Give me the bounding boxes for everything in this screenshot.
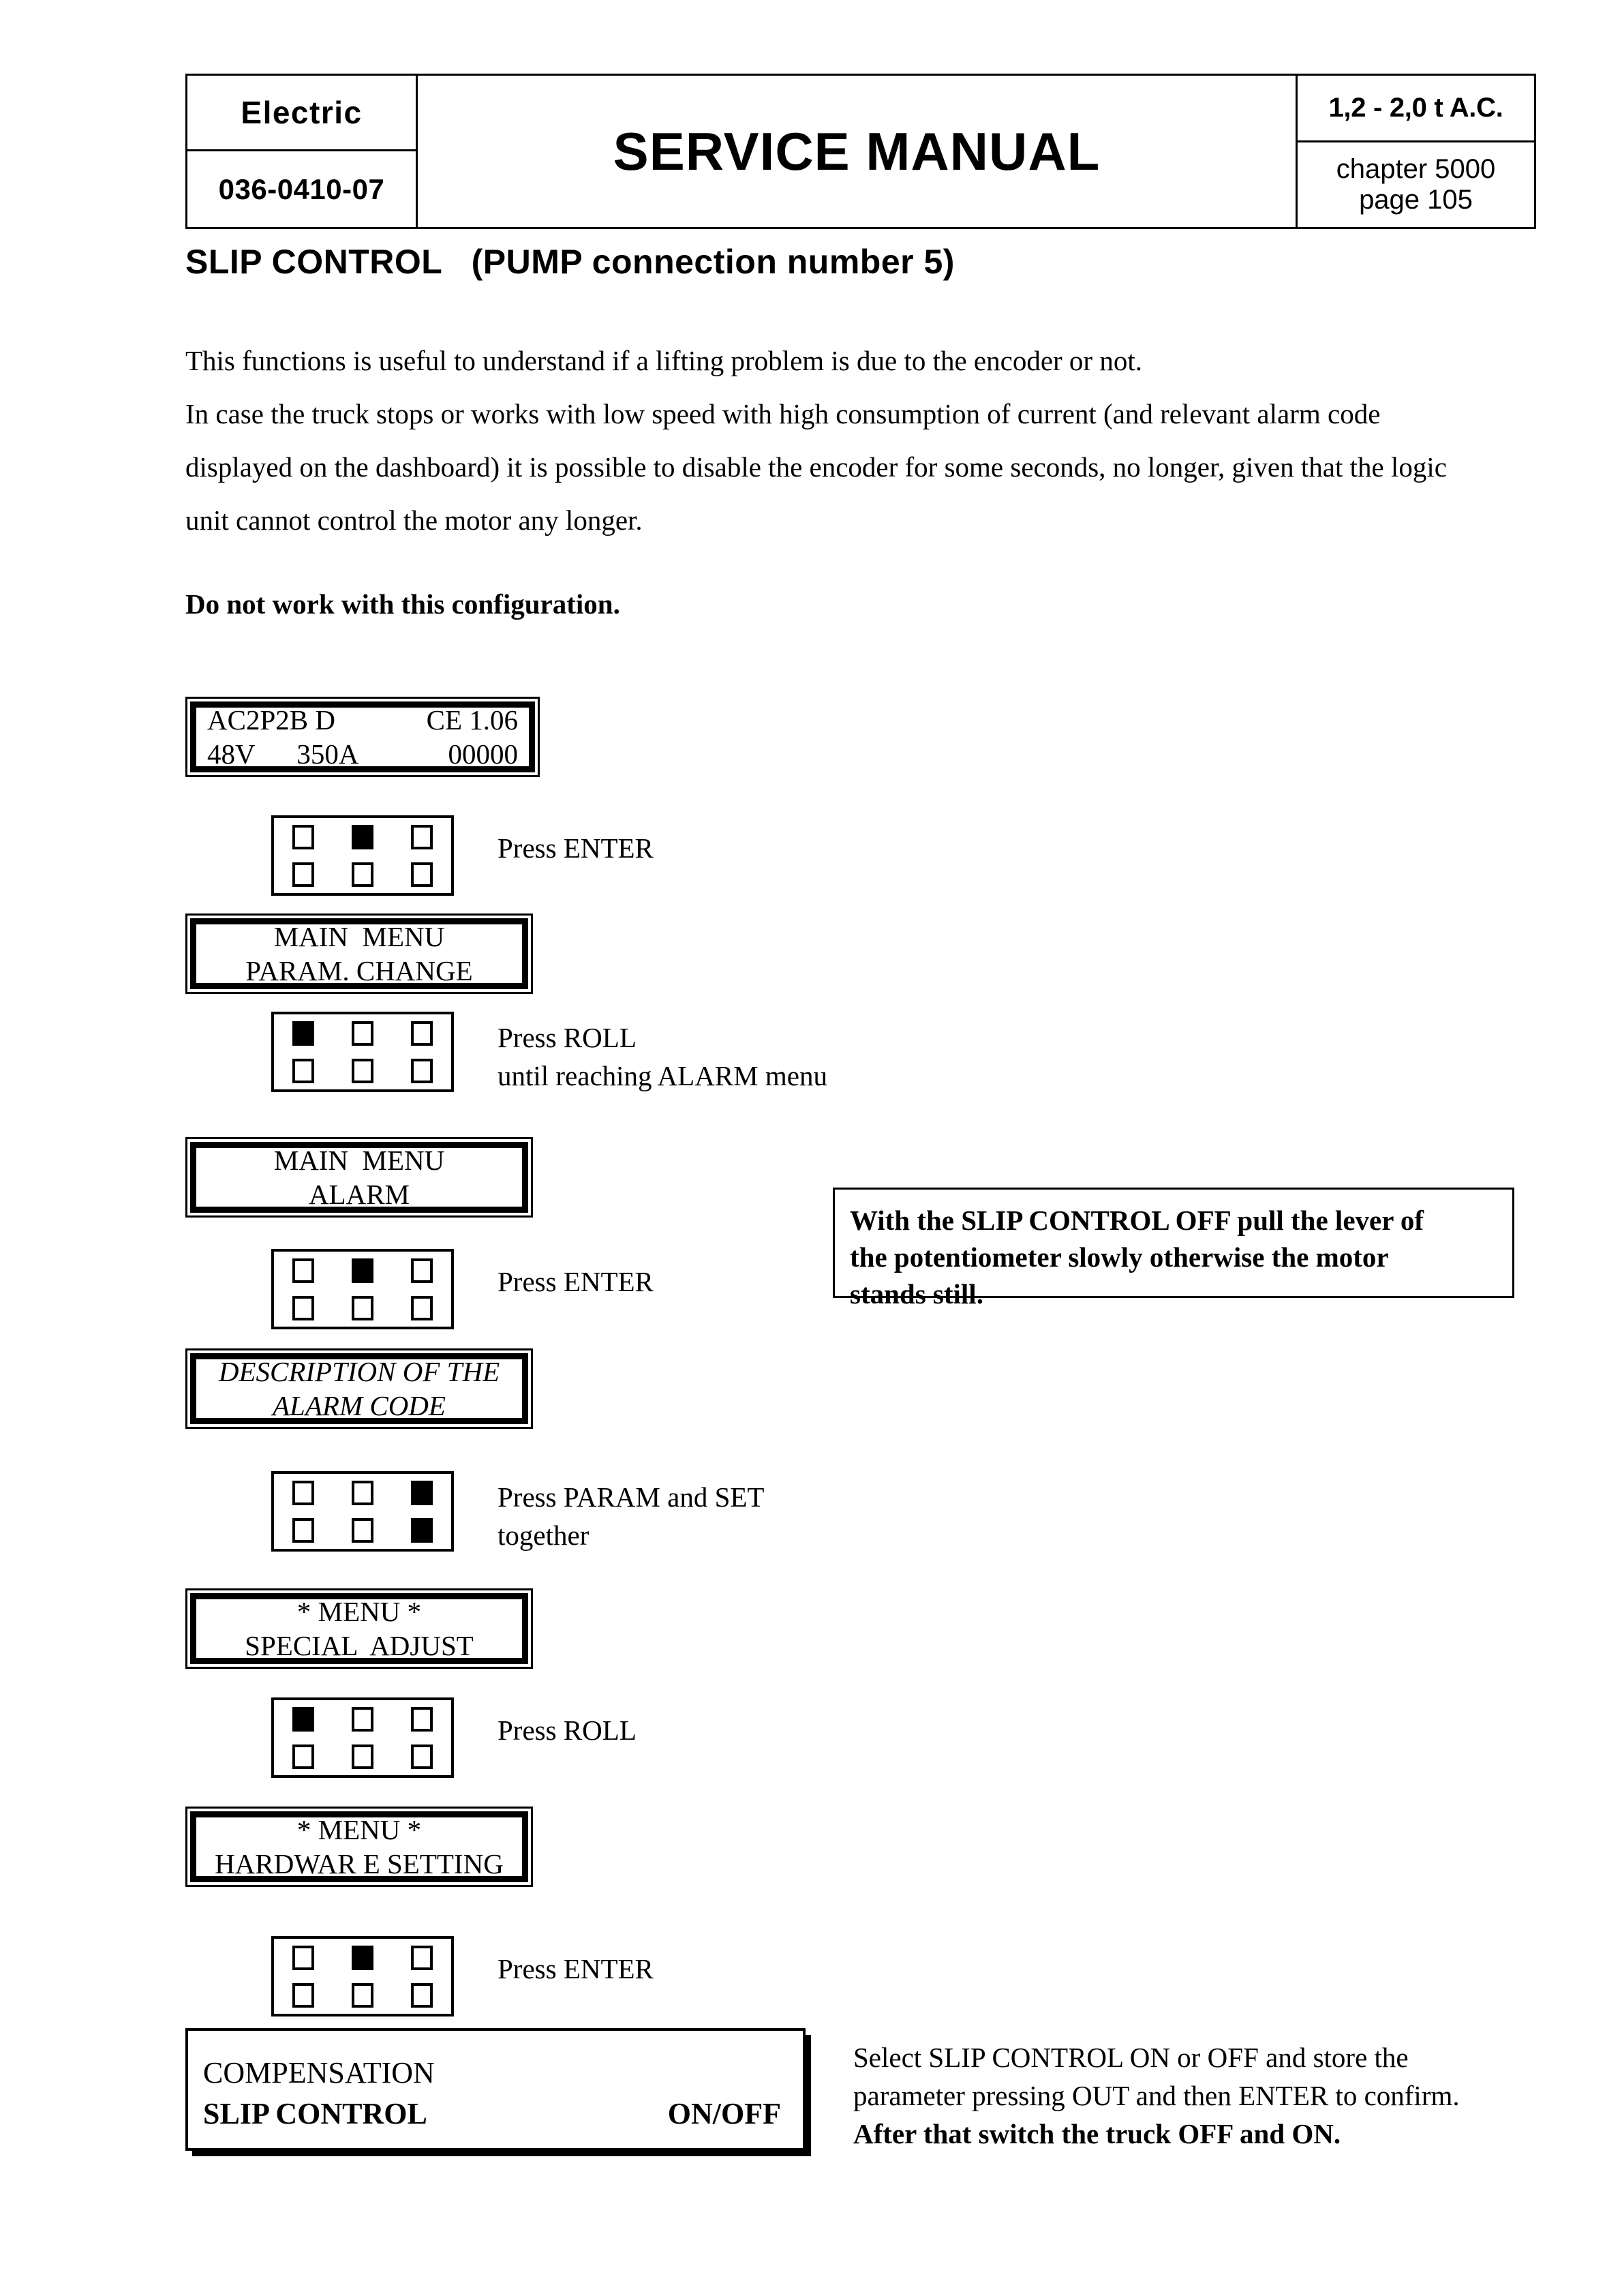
lcd-menu-special-adjust-screen [190, 1593, 528, 1664]
lcd-menu-special-adjust-line1: * MENU * [296, 1596, 422, 1627]
key-mode[interactable] [352, 1518, 373, 1543]
callout-line-2: the potentiometer slowly otherwise the motor [850, 1241, 1389, 1273]
key-set[interactable] [352, 1983, 373, 2008]
key-mode[interactable] [411, 862, 433, 887]
lcd-main-menu-param-line2: PARAM. CHANGE [245, 955, 473, 986]
capacity-cell [1298, 76, 1534, 142]
lcd-status-display [185, 697, 540, 777]
key-mode[interactable] [411, 1296, 433, 1320]
keypad-enter-3[interactable] [271, 1936, 454, 2016]
key-out[interactable] [292, 1983, 314, 2008]
key-param[interactable] [411, 825, 433, 849]
keypad-roll-1[interactable] [271, 1012, 454, 1092]
chapter-label: chapter 5000 [1336, 154, 1496, 185]
keypad-roll-2[interactable] [271, 1697, 454, 1778]
final-line-1: Select SLIP CONTROL ON or OFF and store the [853, 2042, 1409, 2073]
param-box-slip-control [185, 2028, 806, 2151]
key-mode[interactable] [411, 1983, 433, 2008]
lcd-menu-special-adjust-line2: SPECIAL ADJUST [245, 1630, 474, 1661]
hour-counter: 00000 [448, 738, 518, 770]
page-title: SLIP CONTROL (PUMP connection number 5) [185, 243, 955, 281]
intro-paragraphs [185, 334, 1548, 547]
doc-code-label: 036-0410-07 [218, 172, 385, 205]
keypad-enter-3-label [498, 1950, 654, 1988]
header-right-cell [1296, 76, 1534, 227]
lcd-menu-hardware-setting-line1: * MENU * [296, 1814, 422, 1845]
manual-title: SERVICE MANUAL [613, 121, 1101, 181]
final-line-2: parameter pressing OUT and then ENTER to confirm. [853, 2080, 1460, 2111]
keypad-param-set-label [498, 1478, 764, 1554]
lcd-menu-hardware-setting-line2: HARDWAR E SETTING [215, 1848, 504, 1879]
keypad-param-set[interactable] [271, 1471, 454, 1552]
lcd-main-menu-alarm-line1: MAIN MENU [273, 1145, 445, 1176]
callout-slip-control-off [833, 1188, 1514, 1310]
keypad-enter-1[interactable] [271, 815, 454, 896]
key-mode[interactable] [411, 1744, 433, 1769]
lcd-menu-hardware-setting-screen [190, 1811, 528, 1882]
lcd-alarm-code-line1: DESCRIPTION OF THE [218, 1356, 500, 1387]
key-roll[interactable] [292, 1258, 314, 1283]
page-header [185, 74, 1536, 229]
lcd-main-menu-alarm-line2: ALARM [308, 1179, 410, 1210]
key-set[interactable] [411, 1518, 433, 1543]
brand-cell [187, 76, 416, 151]
lcd-status-screen [190, 701, 535, 772]
keypad-param-set-label-line1: Press PARAM and SET [498, 1481, 765, 1513]
lcd-alarm-code [185, 1348, 533, 1429]
key-param[interactable] [411, 1258, 433, 1283]
keypad-enter-2-label [498, 1263, 654, 1301]
key-set[interactable] [352, 1296, 373, 1320]
doc-code-cell [187, 151, 416, 227]
keypad-enter-1-label-line1: Press ENTER [498, 832, 654, 864]
key-out[interactable] [292, 1518, 314, 1543]
lcd-status-row-2 [196, 737, 529, 771]
firmware-version: CE 1.06 [426, 704, 518, 736]
header-title-cell [418, 76, 1296, 227]
final-line-3: After that switch the truck OFF and ON. [853, 2118, 1341, 2149]
lcd-main-menu-param-screen [190, 918, 528, 989]
key-roll[interactable] [292, 825, 314, 849]
intro-line-3: displayed on the dashboard) it is possible to disable the encoder for some seconds, no longer, given that the logic [185, 451, 1447, 483]
lcd-main-menu-alarm-screen [190, 1142, 528, 1213]
lcd-menu-special-adjust [185, 1588, 533, 1669]
param-name-label: SLIP CONTROL [203, 2097, 427, 2130]
callout-line-3: stands still. [850, 1278, 983, 1310]
key-set[interactable] [352, 862, 373, 887]
key-out[interactable] [292, 1296, 314, 1320]
keypad-param-set-label-line2: together [498, 1520, 590, 1551]
page-label: page 105 [1359, 184, 1473, 215]
controller-model: AC2P2B D [207, 704, 335, 736]
lcd-menu-hardware-setting [185, 1807, 533, 1887]
key-roll[interactable] [292, 1707, 314, 1732]
key-enter[interactable] [352, 825, 373, 849]
key-param[interactable] [411, 1481, 433, 1505]
brand-label: Electric [241, 95, 363, 130]
param-group-label: COMPENSATION [203, 2056, 435, 2089]
key-param[interactable] [411, 1021, 433, 1046]
key-enter[interactable] [352, 1707, 373, 1732]
voltage-current: 48V 350A [207, 738, 359, 770]
param-value-label: ON/OFF [667, 2097, 781, 2130]
keypad-roll-2-label [498, 1711, 637, 1749]
keypad-enter-2-label-line1: Press ENTER [498, 1266, 654, 1297]
keypad-roll-1-label-line2: until reaching ALARM menu [498, 1060, 827, 1091]
keypad-roll-2-label-line1: Press ROLL [498, 1715, 637, 1746]
key-param[interactable] [411, 1707, 433, 1732]
lcd-main-menu-param-line1: MAIN MENU [273, 921, 445, 952]
key-roll[interactable] [292, 1946, 314, 1970]
key-roll[interactable] [292, 1481, 314, 1505]
key-enter[interactable] [352, 1021, 373, 1046]
lcd-main-menu-alarm [185, 1137, 533, 1218]
callout-line-1: With the SLIP CONTROL OFF pull the lever of [850, 1205, 1424, 1236]
capacity-label: 1,2 - 2,0 t A.C. [1328, 92, 1503, 123]
key-out[interactable] [292, 1059, 314, 1083]
key-param[interactable] [411, 1946, 433, 1970]
intro-line-4: unit cannot control the motor any longer. [185, 504, 643, 536]
keypad-roll-1-label-line1: Press ROLL [498, 1022, 637, 1053]
key-enter[interactable] [352, 1481, 373, 1505]
key-set[interactable] [352, 1744, 373, 1769]
key-enter[interactable] [352, 1946, 373, 1970]
header-left-cell [187, 76, 418, 227]
lcd-alarm-code-screen [190, 1353, 528, 1424]
keypad-roll-1-label [498, 1018, 827, 1095]
key-out[interactable] [292, 1744, 314, 1769]
lcd-status-row-1 [196, 703, 529, 737]
key-roll[interactable] [292, 1021, 314, 1046]
key-out[interactable] [292, 862, 314, 887]
key-enter[interactable] [352, 1258, 373, 1283]
intro-line-2: In case the truck stops or works with low speed with high consumption of current (and relevant alarm code [185, 398, 1381, 429]
keypad-enter-1-label [498, 829, 654, 867]
keypad-enter-3-label-line1: Press ENTER [498, 1953, 654, 1984]
final-instructions [853, 2038, 1460, 2153]
key-set[interactable] [352, 1059, 373, 1083]
intro-line-1: This functions is useful to understand if a lifting problem is due to the encoder or not. [185, 345, 1142, 376]
do-not-work-warning: Do not work with this configuration. [185, 588, 620, 620]
lcd-alarm-code-line2: ALARM CODE [273, 1390, 446, 1421]
chapter-page-cell [1298, 142, 1534, 227]
lcd-main-menu-param [185, 913, 533, 994]
key-mode[interactable] [411, 1059, 433, 1083]
keypad-enter-2[interactable] [271, 1249, 454, 1329]
